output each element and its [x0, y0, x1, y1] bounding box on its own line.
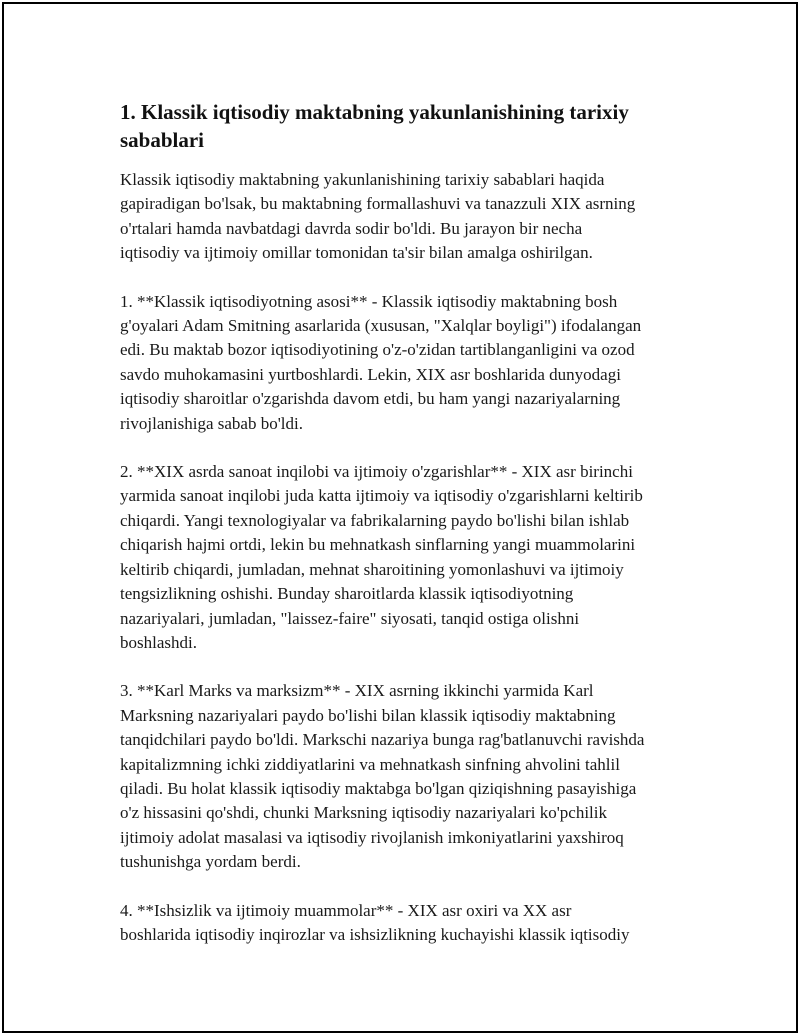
paragraph-classical-basis: 1. **Klassik iqtisodiyotning asosi** - Klassik iqtisodiy maktabning bosh g'oyalari Adam Smitning asarlarida (xususan, "Xalqlar boyligi") ifodalangan edi. Bu maktab bozor iqtisodiyotining o'z-o'zidan tartiblanganligini va ozod savdo muhokamasini yurtboshlardi. Lekin, XIX asr boshlarida dunyodagi iqtisodiy sharoitlar o'zgarishda davom etdi, bu ham yangi nazariyalarning rivojlanishiga sabab bo'ldi. — [120, 291, 642, 433]
document-body — [120, 98, 700, 971]
paragraph-marx: 3. **Karl Marks va marksizm** - XIX asrning ikkinchi yarmida Karl Marksning nazariyalari paydo bo'lishi bilan klassik iqtisodiy maktabning tanqidchilari paydo bo'ldi. Markschi nazariya bunga rag'batlanuvchi ravishda kapitalizmning ichki ziddiyatlarini va mehnatkash sinfning ahvolini tahlil qiladi. Bu holat klassik iqtisodiy maktabga bo'lgan qiziqishning pasayishiga o'z hissasini qo'shdi, chunki Marksning iqtisodiy nazariyalari ko'pchilik ijtimoiy adolat masalasi va iqtisodiy rivojlanish imkoniyatlarini yaxshiroq tushunishga yordam berdi. — [120, 681, 645, 872]
paragraph-unemployment: 4. **Ishsizlik va ijtimoiy muammolar** - XIX asr oxiri va XX asr boshlarida iqtisodiy inqirozlar va ishsizlikning kuchayishi klassik iqtisodiy — [120, 900, 630, 944]
intro-paragraph: Klassik iqtisodiy maktabning yakunlanishining tarixiy sabablari haqida gapiradigan bo'lsak, bu maktabning formallashuvi va tanazzuli XIX asrning o'rtalari hamda navbatdagi davrda sodir bo'ldi. Bu jarayon bir necha iqtisodiy va ijtimoiy omillar tomonidan ta'sir bilan amalga oshirilgan. — [120, 170, 636, 263]
page-frame — [2, 2, 798, 1033]
document-title: 1. Klassik iqtisodiy maktabning yakunlanishining tarixiy sabablari — [120, 100, 629, 152]
paragraph-industrial-revolution: 2. **XIX asrda sanoat inqilobi va ijtimoiy o'zgarishlar** - XIX asr birinchi yarmida sanoat inqilobi juda katta ijtimoiy va iqtisodiy o'zgarishlarni keltirib chiqardi. Yangi texnologiyalar va fabrikalarning paydo bo'lishi bilan ishlab chiqarish hajmi ortdi, lekin bu mehnatkash sinflarning yangi muammolarini keltirib chiqardi, jumladan, mehnat sharoitining yomonlashuvi va ijtimoiy tengsizlikning oshishi. Bunday sharoitlarda klassik iqtisodiyotning nazariyalari, jumladan, "laissez-faire" siyosati, tanqid ostiga olishni boshlashdi. — [120, 462, 643, 652]
